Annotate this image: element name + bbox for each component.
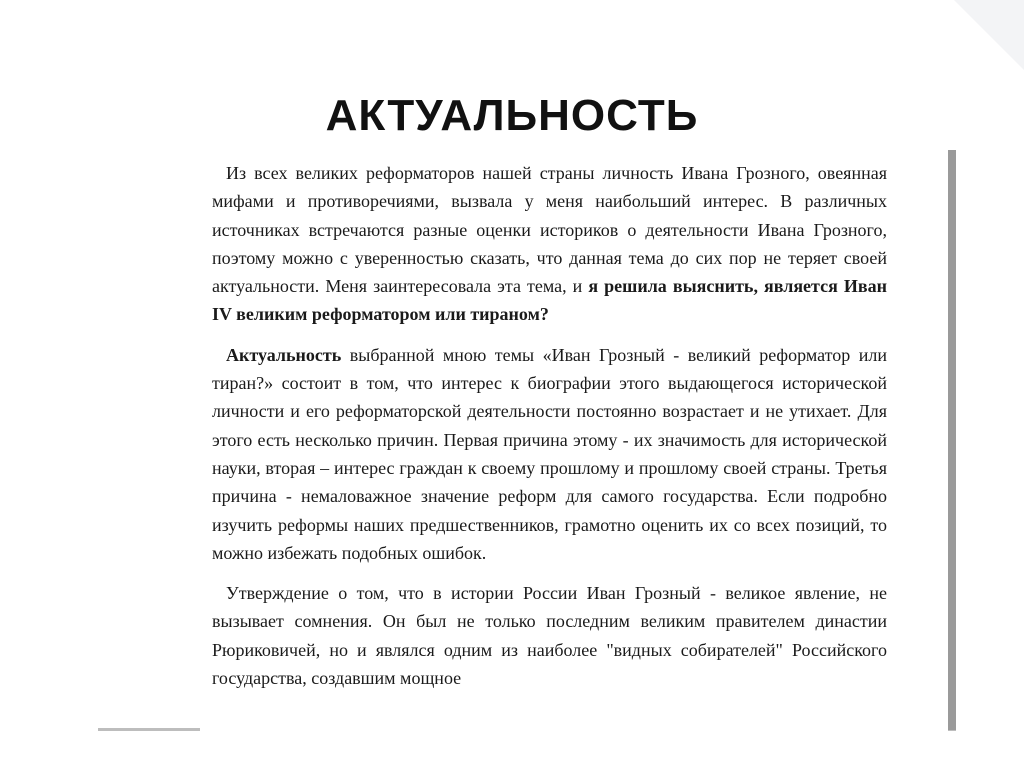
- slide-corner-decoration: [954, 0, 1024, 70]
- document-shadow-right: [948, 150, 956, 730]
- document-image: [200, 147, 948, 732]
- slide-title: АКТУАЛЬНОСТЬ: [325, 91, 699, 141]
- relevance-term: Актуальность: [226, 344, 342, 365]
- paragraph-intro-question: я решила выяснить, является Иван IV великим реформатором или тираном?: [212, 276, 887, 325]
- paragraph-relevance: [212, 341, 887, 567]
- document-text: [212, 159, 887, 692]
- paragraph-intro-text: Из всех великих реформаторов нашей страны личность Ивана Грозного, овеянная мифами и противоречиями, вызвала у меня наибольший интерес. В различных источниках встречаются разные оценки историков о деятельности Ивана Грозного, поэтому можно с уверенностью сказать, что данная тема до сих пор не теряет своей актуальности. Меня заинтересовала эта тема, и: [212, 163, 887, 297]
- paragraph-statement: [212, 579, 887, 692]
- paragraph-intro: [212, 159, 887, 329]
- paragraph-relevance-text: выбранной мною темы «Иван Грозный - великий реформатор или тиран?» состоит в том, что интерес к биографии этого выдающегося исторической личности и его реформаторской деятельности постоянно возрастает и не утихает. Для этого есть несколько причин. Первая причина этому - их значимость для исторической науки, вторая – интерес граждан к своему прошлому и прошлому своей страны. Третья причина - немаловажное значение реформ для самого государства. Если подробно изучить реформы наших предшественников, грамотно оценить их со всех позиций, то можно избежать подобных ошибок.: [212, 344, 887, 563]
- paragraph-statement-text: Утверждение о том, что в истории России Иван Грозный - великое явление, не вызывает сомнения. Он был не только последним великим правителем династии Рюриковичей, но и являлся одним из наиболее "видных собирателей" Российского государства, создавшим мощное: [212, 583, 887, 689]
